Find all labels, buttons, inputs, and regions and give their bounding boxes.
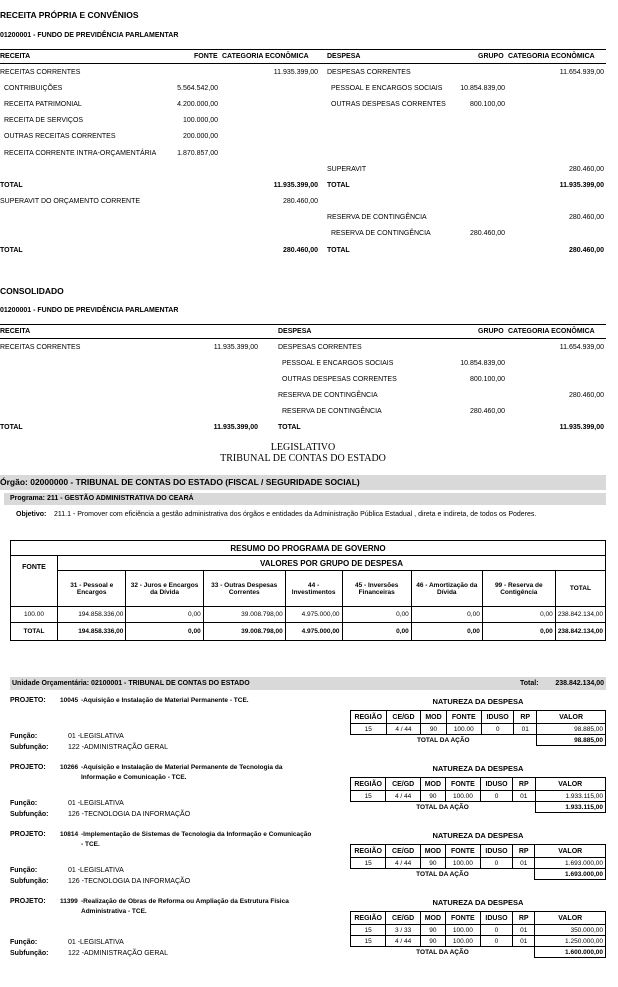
natureza-cell: 0 [481,791,513,802]
resumo-subtitle: VALORES POR GRUPO DE DESPESA [58,556,606,571]
col-receita: RECEITA [0,53,31,60]
total-label: TOTAL [327,182,350,189]
table-cell: TOTAL [11,623,58,641]
natureza-col-header: REGIÃO [351,711,387,724]
row-value: 11.935.399,00 [213,344,258,351]
natureza-col-header: IDUSO [482,711,514,724]
total-value: 11.935.399,00 [213,424,258,431]
funcao-label: Função: [10,867,38,874]
natureza-col-header: VALOR [535,845,606,858]
subfuncao-value: 122 -ADMINISTRAÇÃO GERAL [68,950,168,957]
projeto-desc: -Aquisição e Instalação de Material Permanente de Tecnologia da [81,764,283,771]
row-label: CONTRIBUIÇÕES [4,85,63,92]
divider [0,63,606,64]
natureza-col-header: VALOR [537,711,606,724]
total-value: 11.935.399,00 [559,182,604,189]
row-label: OUTRAS DESPESAS CORRENTES [282,376,397,383]
table-cell: 0,00 [342,607,411,623]
projeto-label: PROJETO: [10,831,46,838]
row-label: RECEITA CORRENTE INTRA-ORÇAMENTÁRIA [4,150,157,157]
programa-title: Programa: 211 - GESTÃO ADMINISTRATIVA DO CEARÁ [10,495,194,502]
row-value: 11.935.399,00 [273,69,318,76]
row-label: DESPESAS CORRENTES [327,69,411,76]
natureza-cell: 01 [513,791,535,802]
natureza-col-header: VALOR [535,778,606,791]
row-value: 5.564.542,00 [177,85,218,92]
divider [0,324,606,325]
subfuncao-value: 126 -TECNOLOGIA DA INFORMAÇÃO [68,811,191,818]
table-cell: 4.975.000,00 [285,623,342,641]
projeto-desc: -Realização de Obras de Reforma ou Ampliação da Estrutura Física [81,898,289,905]
projeto-desc: -Aquisição e Instalação de Material Permanente - TCE. [81,697,249,704]
row-value: 280.460,00 [568,166,604,173]
natureza-cell: 100.00 [445,791,480,802]
col-header: 32 - Juros e Encargos da Dívida [126,571,203,607]
row-value: 10.854.839,00 [460,360,505,367]
natureza-col-header: IDUSO [480,912,512,925]
natureza-col-header: MOD [420,845,445,858]
projeto-code: 10814 [60,831,79,838]
table-cell: 238.842.134,00 [555,623,605,641]
projeto-desc-cont: Administrativa - TCE. [81,908,147,915]
natureza-cell: 15 [351,791,386,802]
col-header: 31 - Pessoal e Encargos [58,571,126,607]
table-cell: 0,00 [411,607,482,623]
natureza-cell: 15 [351,858,386,869]
natureza-col-header: MOD [420,778,445,791]
heading-line2: TRIBUNAL DE CONTAS DO ESTADO [220,453,386,464]
funcao-value: 01 -LEGISLATIVA [68,733,124,740]
natureza-cell: 4 / 44 [386,936,421,947]
table-cell: 0,00 [411,623,482,641]
table-cell: 0,00 [126,607,203,623]
row-value: 800.100,00 [469,376,505,383]
total-value: 11.935.399,00 [559,424,604,431]
col-header: 45 - Inversões Financeiras [342,571,411,607]
natureza-title: NATUREZA DA DESPESA [432,764,524,773]
natureza-table [350,844,606,880]
row-value: 280.460,00 [568,392,604,399]
col-categoria: CATEGORIA ECONÔMICA [508,53,595,60]
col-categoria: CATEGORIA ECONÔMICA [222,53,309,60]
fund-title: 01200001 - FUNDO DE PREVIDÊNCIA PARLAMENTAR [0,307,179,314]
col-grupo: GRUPO [478,328,504,335]
total-value: 11.935.399,00 [273,182,318,189]
projeto-label: PROJETO: [10,697,46,704]
natureza-col-header: CE/GD [386,778,421,791]
natureza-cell: 15 [351,936,386,947]
table-cell: 4.975.000,00 [285,607,342,623]
total-acao-value: 1.600.000,00 [535,947,606,958]
objetivo-text: 211.1 - Promover com eficiência a gestão administrativa dos órgãos e entidades da Administração Pública Estadual , direta e indireta, de todos os Poderes. [54,511,537,518]
table-cell: 194.858.336,00 [58,607,126,623]
natureza-cell: 01 [513,936,535,947]
table-cell: 194.858.336,00 [58,623,126,641]
heading-line1: LEGISLATIVO [270,442,336,453]
natureza-cell: 3 / 33 [386,925,421,936]
unidade-total: 238.842.134,00 [555,680,604,687]
divider [0,338,606,339]
col-header: 99 - Reserva de Contigência [482,571,555,607]
row-value: 4.200.000,00 [177,101,218,108]
natureza-col-header: RP [513,845,535,858]
natureza-cell: 01 [513,925,535,936]
natureza-cell: 0 [480,858,512,869]
objetivo-label: Objetivo: [16,511,47,518]
row-label: RECEITAS CORRENTES [0,344,81,351]
total-acao-value: 98.885,00 [537,735,606,746]
natureza-cell: 15 [351,724,387,735]
subfuncao-label: Subfunção: [10,950,49,957]
divider [0,49,606,50]
natureza-cell: 1.693.000,00 [535,858,606,869]
subfuncao-label: Subfunção: [10,811,49,818]
natureza-table [350,911,606,958]
natureza-col-header: REGIÃO [351,845,386,858]
projeto-code: 11399 [60,898,78,905]
fund-title: 01200001 - FUNDO DE PREVIDÊNCIA PARLAMENTAR [0,32,179,39]
projeto-code: 10045 [60,697,79,704]
total-acao-label: TOTAL DA AÇÃO [351,947,535,958]
row-label: OUTRAS DESPESAS CORRENTES [331,101,446,108]
natureza-cell: 0 [480,925,512,936]
row-value: 100.000,00 [182,117,218,124]
projeto-desc: -Implementação de Sistemas de Tecnologia da Informação e Comunicação [81,831,312,838]
natureza-col-header: REGIÃO [351,912,386,925]
natureza-title: NATUREZA DA DESPESA [432,697,524,706]
row-label: PESSOAL E ENCARGOS SOCIAIS [331,85,443,92]
projeto-label: PROJETO: [10,898,46,905]
total-acao-label: TOTAL DA AÇÃO [351,802,536,813]
row-value: 200.000,00 [182,133,218,140]
table-cell: 0,00 [482,607,555,623]
row-value: 800.100,00 [469,101,505,108]
natureza-cell: 90 [420,858,445,869]
row-label: RECEITA PATRIMONIAL [4,101,82,108]
col-categoria: CATEGORIA ECONÔMICA [508,328,595,335]
natureza-cell: 90 [421,724,446,735]
natureza-col-header: CE/GD [386,845,421,858]
natureza-col-header: CE/GD [386,711,421,724]
col-header: 44 - Investimentos [285,571,342,607]
col-header: 33 - Outras Despesas Correntes [203,571,285,607]
col-header: 46 - Amortização da Dívida [411,571,482,607]
subfuncao-value: 122 -ADMINISTRAÇÃO GERAL [68,744,168,751]
section-title: RECEITA PRÓPRIA E CONVÊNIOS [0,10,139,20]
row-value: 280.460,00 [282,198,318,205]
unidade-title: Unidade Orçamentária: 02100001 - TRIBUNAL DE CONTAS DO ESTADO [12,680,250,687]
row-value: 280.460,00 [469,230,505,237]
total-acao-value: 1.933.115,00 [535,802,606,813]
natureza-cell: 1.933.115,00 [535,791,606,802]
row-value: 280.460,00 [469,408,505,415]
natureza-cell: 90 [420,791,445,802]
natureza-cell: 15 [351,925,386,936]
natureza-cell: 01 [514,724,537,735]
row-label: SUPERAVIT [327,166,367,173]
natureza-cell: 98.885,00 [537,724,606,735]
row-label: SUPERAVIT DO ORÇAMENTO CORRENTE [0,198,141,205]
row-label: RESERVA DE CONTINGÊNCIA [331,230,431,237]
total-acao-label: TOTAL DA AÇÃO [351,869,535,880]
resumo-table [10,540,606,641]
natureza-cell: 01 [513,858,535,869]
total-label: TOTAL [0,424,23,431]
projeto-desc-cont: - TCE. [81,841,100,848]
projeto-label: PROJETO: [10,764,46,771]
natureza-col-header: IDUSO [481,778,513,791]
natureza-col-header: MOD [421,711,446,724]
col-fonte: FONTE [194,53,218,60]
table-cell: 100.00 [11,607,58,623]
natureza-cell: 350.000,00 [535,925,606,936]
natureza-cell: 100.00 [445,858,480,869]
table-cell: 0,00 [342,623,411,641]
natureza-col-header: RP [513,912,535,925]
col-receita: RECEITA [0,328,31,335]
natureza-col-header: MOD [420,912,445,925]
funcao-value: 01 -LEGISLATIVA [68,867,124,874]
natureza-cell: 100.00 [445,925,480,936]
natureza-cell: 4 / 44 [386,724,421,735]
section-title: CONSOLIDADO [0,286,64,296]
natureza-col-header: FONTE [445,778,480,791]
natureza-table [350,777,606,813]
total-acao-label: TOTAL DA AÇÃO [351,735,537,746]
total-acao-value: 1.693.000,00 [535,869,606,880]
row-label: RECEITA DE SERVIÇOS [4,117,84,124]
row-value: 1.870.857,00 [177,150,218,157]
natureza-title: NATUREZA DA DESPESA [432,831,524,840]
natureza-col-header: VALOR [535,912,606,925]
resumo-title: RESUMO DO PROGRAMA DE GOVERNO [11,541,606,556]
natureza-col-header: FONTE [445,845,480,858]
row-label: RESERVA DE CONTINGÊNCIA [327,214,427,221]
natureza-cell: 100.00 [446,724,481,735]
natureza-col-header: RP [514,711,537,724]
row-label: DESPESAS CORRENTES [278,344,362,351]
subfuncao-label: Subfunção: [10,878,49,885]
row-value: 11.654.939,00 [559,344,604,351]
total-label: TOTAL [0,247,23,254]
funcao-label: Função: [10,939,38,946]
orgao-title: Órgão: 02000000 - TRIBUNAL DE CONTAS DO ESTADO (FISCAL / SEGURIDADE SOCIAL) [0,477,360,487]
unidade-total-label: Total: [520,680,539,687]
total-value: 280.460,00 [568,247,604,254]
projeto-code: 10266 [60,764,79,771]
row-label: PESSOAL E ENCARGOS SOCIAIS [282,360,394,367]
natureza-cell: 4 / 44 [386,858,421,869]
natureza-cell: 0 [480,936,512,947]
funcao-label: Função: [10,800,38,807]
natureza-col-header: CE/GD [386,912,421,925]
row-label: RESERVA DE CONTINGÊNCIA [282,408,382,415]
natureza-cell: 4 / 44 [386,791,421,802]
natureza-table [350,710,606,746]
row-value: 10.854.839,00 [460,85,505,92]
row-value: 11.654.939,00 [559,69,604,76]
natureza-col-header: FONTE [446,711,481,724]
natureza-title: NATUREZA DA DESPESA [432,898,524,907]
table-cell: 238.842.134,00 [555,607,605,623]
natureza-col-header: REGIÃO [351,778,386,791]
table-cell: 0,00 [482,623,555,641]
total-label: TOTAL [278,424,301,431]
col-header: TOTAL [555,571,605,607]
natureza-col-header: FONTE [445,912,480,925]
natureza-col-header: IDUSO [480,845,512,858]
natureza-cell: 90 [420,936,445,947]
subfuncao-label: Subfunção: [10,744,49,751]
funcao-value: 01 -LEGISLATIVA [68,939,124,946]
row-value: 280.460,00 [568,214,604,221]
table-cell: 0,00 [126,623,203,641]
row-label: RESERVA DE CONTINGÊNCIA [278,392,378,399]
natureza-cell: 0 [482,724,514,735]
total-label: TOTAL [327,247,350,254]
table-cell: 39.008.798,00 [203,623,285,641]
total-value: 280.460,00 [282,247,318,254]
col-despesa: DESPESA [278,328,312,335]
subfuncao-value: 126 -TECNOLOGIA DA INFORMAÇÃO [68,878,191,885]
natureza-col-header: RP [513,778,535,791]
fonte-header: FONTE [11,556,58,607]
funcao-label: Função: [10,733,38,740]
natureza-cell: 1.250.000,00 [535,936,606,947]
natureza-cell: 100.00 [445,936,480,947]
total-label: TOTAL [0,182,23,189]
col-grupo: GRUPO [478,53,504,60]
projeto-desc-cont: Informação e Comunicação - TCE. [81,774,187,781]
row-label: RECEITAS CORRENTES [0,69,81,76]
table-cell: 39.008.798,00 [203,607,285,623]
row-label: OUTRAS RECEITAS CORRENTES [4,133,116,140]
natureza-cell: 90 [420,925,445,936]
col-despesa: DESPESA [327,53,361,60]
funcao-value: 01 -LEGISLATIVA [68,800,124,807]
